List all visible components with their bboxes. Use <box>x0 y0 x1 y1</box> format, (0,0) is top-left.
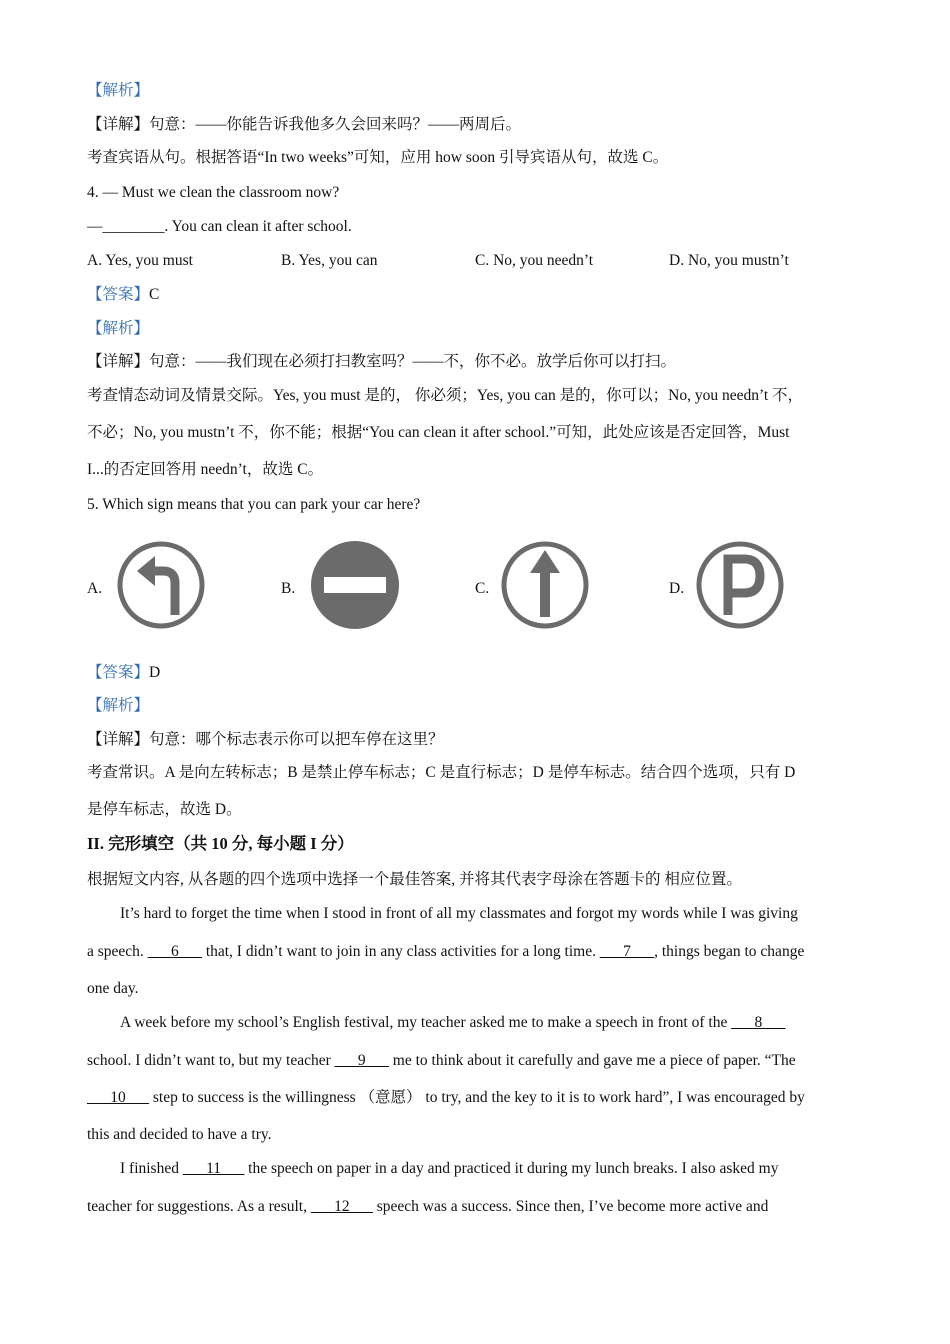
q5-xiangjie-text: 句意：哪个标志表示你可以把车停在这里？ <box>149 731 444 748</box>
text-run: speech was a success. Since then, I’ve become more active and <box>372 1198 769 1215</box>
blank-9: ___9___ <box>334 1052 389 1069</box>
section-instruction: 根据短文内容, 从各题的四个选项中选择一个最佳答案, 并将其代表字母涂在答题卡的 相应位置。 <box>87 871 742 888</box>
q4-xiangjie-tag: 【详解】 <box>87 353 150 370</box>
q5-answer <box>87 663 160 683</box>
q4-explanation-line3: I...的否定回答用 needn’t，故选 C。 <box>87 461 324 478</box>
text-run: that, I didn’t want to join in any class activities for a long time. <box>201 943 600 960</box>
text-run: teacher for suggestions. As a result, <box>87 1198 311 1215</box>
q3-xiangjie <box>87 115 521 135</box>
text-run: I finished <box>120 1160 183 1177</box>
q5-option-a-label: A. <box>87 580 103 597</box>
q5-answer-tag: 【答案】 <box>87 664 150 681</box>
q5-jiexi-tag: 【解析】 <box>87 697 150 714</box>
text-run: , things began to change <box>654 943 805 960</box>
q3-xiangjie-tag: 【详解】 <box>87 116 150 133</box>
text-run: A week before my school’s English festival, my teacher asked me to make a speech in front of the <box>120 1014 732 1031</box>
text-run: a speech. <box>87 943 148 960</box>
blank-12: ___12___ <box>310 1198 373 1215</box>
passage-p1-line3: one day. <box>87 980 139 997</box>
text-run: school. I didn’t want to, but my teacher <box>87 1052 335 1069</box>
q3-jiexi-tag: 【解析】 <box>87 82 150 99</box>
q3-xiangjie-text: 句意：——你能告诉我他多久会回来吗？——两周后。 <box>149 116 522 133</box>
turn-left-arrow-icon <box>115 539 207 631</box>
blank-11: ___11___ <box>182 1160 245 1177</box>
passage-p2-line4: this and decided to have a try. <box>87 1126 272 1143</box>
passage-p1-line1: It’s hard to forget the time when I stood in front of all my classmates and forgot my words while I was giving <box>120 905 798 922</box>
q4-answer-tag: 【答案】 <box>87 286 150 303</box>
q4-explanation-line2: 不必；No, you mustn’t 不，你不能；根据“You can clean it after school.”可知，此处应该是否定回答，Must <box>87 424 790 441</box>
blank-6: ___6___ <box>147 943 202 960</box>
q4-explanation-line1: 考查情态动词及情景交际。Yes, you must 是的， 你必须；Yes, you can 是的，你可以；No, you needn’t 不， <box>87 387 804 404</box>
q4-stem: 4. — Must we clean the classroom now? <box>87 184 340 201</box>
q5-stem: 5. Which sign means that you can park your car here? <box>87 496 421 513</box>
q4-option-b: B. Yes, you can <box>281 252 378 269</box>
q5-option-b-label: B. <box>281 580 296 597</box>
q4-answer <box>87 285 159 305</box>
q4-jiexi-tag: 【解析】 <box>87 320 150 337</box>
q5-xiangjie <box>87 730 444 750</box>
passage-p3-line2 <box>87 1197 768 1217</box>
parking-icon <box>694 539 786 631</box>
passage-p3-line1 <box>120 1159 778 1179</box>
blank-10: ___10___ <box>87 1089 149 1106</box>
text-run: me to think about it carefully and gave me a piece of paper. “The <box>388 1052 796 1069</box>
passage-p2-line3 <box>87 1088 805 1108</box>
q4-stem-reply: —________. You can clean it after school. <box>87 218 352 235</box>
q5-xiangjie-tag: 【详解】 <box>87 731 150 748</box>
blank-8: ___8___ <box>731 1014 786 1031</box>
q3-explanation: 考查宾语从句。根据答语“In two weeks”可知，应用 how soon 引导宾语从句，故选 C。 <box>87 149 669 166</box>
q5-explanation-line2: 是停车标志，故选 D。 <box>87 801 242 818</box>
q4-option-d: D. No, you mustn’t <box>669 252 789 269</box>
q4-option-a: A. Yes, you must <box>87 252 193 269</box>
section-title: II. 完形填空（共 10 分, 每小题 I 分） <box>87 834 354 853</box>
passage-p2-line2 <box>87 1051 796 1071</box>
passage-p2-line1 <box>120 1013 785 1033</box>
q4-xiangjie-text: 句意：——我们现在必须打扫教室吗？——不，你不必。放学后你可以打扫。 <box>149 353 677 370</box>
blank-7: ___7___ <box>599 943 655 960</box>
q4-option-c: C. No, you needn’t <box>475 252 594 269</box>
straight-ahead-arrow-icon <box>499 539 591 631</box>
text-run: step to success is the willingness （意愿） to try, and the key to it is to work hard”, I was encouraged by <box>149 1089 805 1106</box>
q5-option-d-label: D. <box>669 580 685 597</box>
q5-answer-value: D <box>149 664 161 681</box>
q4-xiangjie <box>87 352 676 372</box>
no-entry-icon <box>309 539 401 631</box>
q5-explanation-line1: 考查常识。A 是向左转标志；B 是禁止停车标志；C 是直行标志；D 是停车标志。结合四个选项，只有 D <box>87 764 796 781</box>
passage-p1-line2 <box>87 942 804 962</box>
q5-option-c-label: C. <box>475 580 490 597</box>
q4-answer-value: C <box>149 286 160 303</box>
text-run: the speech on paper in a day and practiced it during my lunch breaks. I also asked my <box>244 1160 779 1177</box>
